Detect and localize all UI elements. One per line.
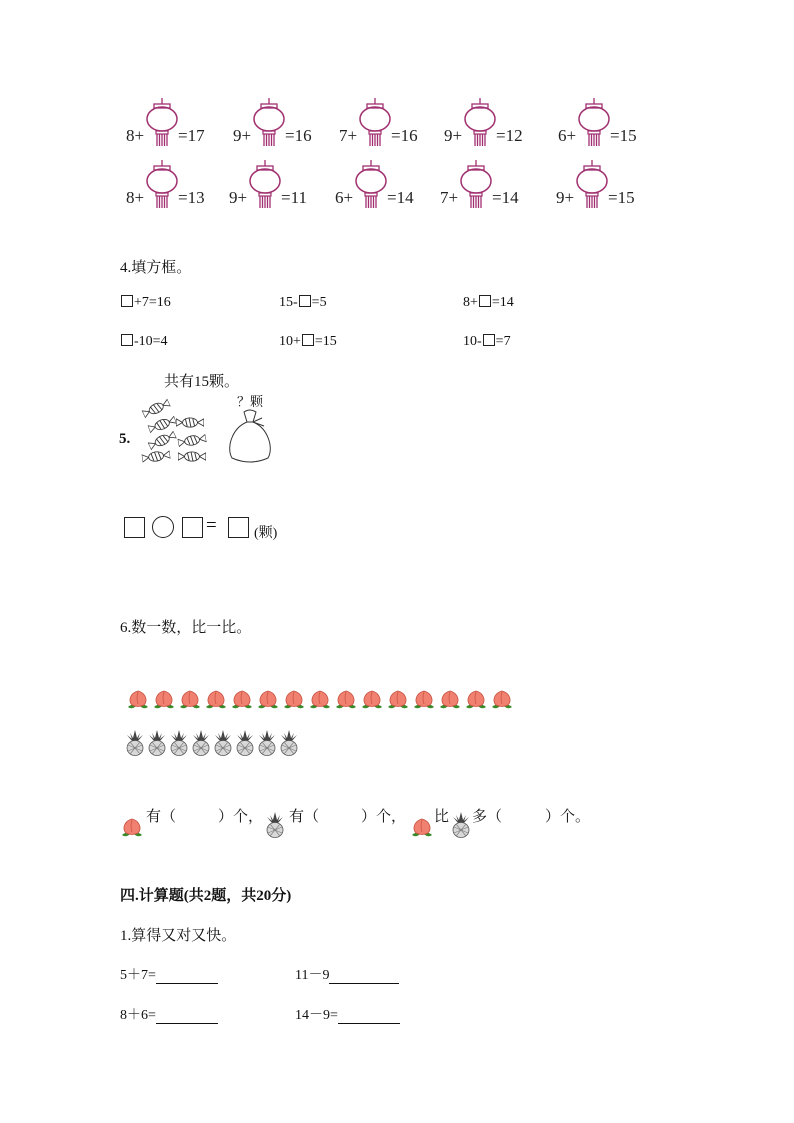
answer-blank[interactable] bbox=[156, 969, 218, 984]
fill-box-item: 8+ =14 bbox=[463, 295, 514, 310]
candy-icon bbox=[142, 398, 171, 418]
peach-icon bbox=[440, 691, 460, 708]
pineapple-icon bbox=[127, 730, 143, 756]
lantern-equation bbox=[229, 160, 319, 220]
answer-box[interactable] bbox=[121, 295, 133, 307]
lantern-equation bbox=[339, 98, 429, 158]
calc-item: 8＋6= bbox=[120, 1004, 218, 1024]
pineapple-icon bbox=[264, 812, 286, 840]
equation-addend: 8+ bbox=[126, 126, 145, 145]
pineapple-icon bbox=[149, 730, 165, 756]
peach-icon bbox=[232, 691, 252, 708]
candy-icon bbox=[147, 415, 176, 433]
pineapple-row bbox=[124, 727, 304, 759]
equation-addend: 6+ bbox=[335, 188, 354, 207]
pineapple-icon bbox=[193, 730, 209, 756]
fill-box-item: 10- =7 bbox=[463, 334, 511, 349]
candy-icon bbox=[178, 434, 207, 448]
peach-icon bbox=[388, 691, 408, 708]
candy-icon bbox=[142, 450, 171, 463]
peach-icon bbox=[492, 691, 512, 708]
fill-box-item: 15- =5 bbox=[279, 295, 327, 310]
peach-icon bbox=[362, 691, 382, 708]
equation-addend: 8+ bbox=[126, 188, 145, 207]
lantern-icon bbox=[460, 160, 492, 220]
question-4-title: 4.填方框。 bbox=[120, 260, 192, 276]
equation-sum: =12 bbox=[496, 126, 523, 145]
equation-sum: =15 bbox=[608, 188, 635, 207]
question-1-title: 1.算得又对又快。 bbox=[120, 928, 237, 944]
peach-icon bbox=[120, 817, 146, 839]
lantern-icon bbox=[253, 98, 285, 158]
lantern-equation bbox=[126, 160, 216, 220]
peach-icon bbox=[410, 817, 436, 839]
equation-sum: =16 bbox=[391, 126, 418, 145]
candy-group bbox=[138, 398, 214, 466]
lantern-icon bbox=[146, 98, 178, 158]
compare-text: 多（ bbox=[472, 809, 503, 825]
equation-sum: =11 bbox=[281, 188, 307, 207]
lantern-equation bbox=[126, 98, 216, 158]
answer-box[interactable] bbox=[121, 334, 133, 346]
equation-addend: 9+ bbox=[229, 188, 248, 207]
answer-box[interactable] bbox=[483, 334, 495, 346]
candy-total-text: 共有15颗。 bbox=[164, 374, 240, 390]
answer-blank[interactable] bbox=[338, 1009, 400, 1024]
peach-icon bbox=[310, 691, 330, 708]
question-6-title: 6.数一数，比一比。 bbox=[120, 620, 252, 636]
compare-text: ）个。 bbox=[545, 809, 591, 825]
peach-icon bbox=[284, 691, 304, 708]
answer-blank[interactable] bbox=[156, 1009, 218, 1024]
pineapple-icon bbox=[259, 730, 275, 756]
candy-icon bbox=[176, 418, 204, 427]
answer-box[interactable] bbox=[182, 517, 203, 538]
answer-box[interactable] bbox=[228, 517, 249, 538]
peach-icon bbox=[336, 691, 356, 708]
fill-box-item: -10=4 bbox=[120, 334, 168, 350]
pineapple-icon bbox=[215, 730, 231, 756]
peach-row bbox=[126, 689, 518, 715]
peach-icon bbox=[414, 691, 434, 708]
compare-text: 有（ bbox=[146, 809, 177, 825]
compare-text: 比 bbox=[434, 809, 450, 825]
equation-addend: 9+ bbox=[233, 126, 252, 145]
peach-icon bbox=[128, 691, 148, 708]
equation-sum: =16 bbox=[285, 126, 312, 145]
equation-sum: =14 bbox=[387, 188, 414, 207]
lantern-icon bbox=[249, 160, 281, 220]
lantern-icon bbox=[355, 160, 387, 220]
candy-icon bbox=[178, 452, 206, 461]
candy-icon bbox=[148, 430, 177, 450]
fill-box-item: 10+ =15 bbox=[279, 334, 337, 349]
pineapple-icon bbox=[450, 812, 472, 840]
lantern-icon bbox=[578, 98, 610, 158]
lantern-equation bbox=[335, 160, 425, 220]
lantern-equation bbox=[233, 98, 323, 158]
answer-blank[interactable] bbox=[329, 969, 399, 984]
lantern-equation bbox=[558, 98, 648, 158]
lantern-equation bbox=[556, 160, 646, 220]
pineapple-icon bbox=[281, 730, 297, 756]
equation-addend: 9+ bbox=[556, 188, 575, 207]
equation-sum: =13 bbox=[178, 188, 205, 207]
peach-icon bbox=[206, 691, 226, 708]
operator-circle[interactable] bbox=[152, 516, 174, 538]
answer-box[interactable] bbox=[479, 295, 491, 307]
equation-addend: 7+ bbox=[440, 188, 459, 207]
compare-text: 有（ bbox=[289, 809, 320, 825]
compare-text: ）个， bbox=[218, 809, 264, 825]
fill-box-item: +7=16 bbox=[120, 295, 171, 311]
section-heading: 四.计算题(共2题，共20分) bbox=[120, 888, 292, 904]
lantern-equation bbox=[440, 160, 530, 220]
lantern-equation bbox=[444, 98, 534, 158]
equation-addend: 9+ bbox=[444, 126, 463, 145]
pineapple-icon bbox=[171, 730, 187, 756]
answer-box[interactable] bbox=[302, 334, 314, 346]
calc-item: 5＋7= bbox=[120, 964, 218, 984]
lantern-icon bbox=[146, 160, 178, 220]
unit-label: (颗) bbox=[254, 526, 278, 541]
lantern-icon bbox=[576, 160, 608, 220]
compare-text: ）个， bbox=[361, 809, 407, 825]
answer-box[interactable] bbox=[124, 517, 145, 538]
equation-sum: =14 bbox=[492, 188, 519, 207]
equation-addend: 7+ bbox=[339, 126, 358, 145]
calc-item: 14－9= bbox=[295, 1004, 400, 1024]
unknown-count-text: ？颗 bbox=[237, 394, 264, 409]
equation-sum: =17 bbox=[178, 126, 205, 145]
lantern-icon bbox=[359, 98, 391, 158]
question-5-number: 5. bbox=[119, 431, 131, 447]
bag-icon bbox=[226, 408, 274, 466]
peach-icon bbox=[154, 691, 174, 708]
peach-icon bbox=[180, 691, 200, 708]
answer-box[interactable] bbox=[299, 295, 311, 307]
equation-sum: =15 bbox=[610, 126, 637, 145]
calc-item: 11－9 bbox=[295, 964, 399, 984]
pineapple-icon bbox=[237, 730, 253, 756]
equals-sign: = bbox=[206, 515, 217, 536]
equation-addend: 6+ bbox=[558, 126, 577, 145]
lantern-icon bbox=[464, 98, 496, 158]
peach-icon bbox=[466, 691, 486, 708]
peach-icon bbox=[258, 691, 278, 708]
